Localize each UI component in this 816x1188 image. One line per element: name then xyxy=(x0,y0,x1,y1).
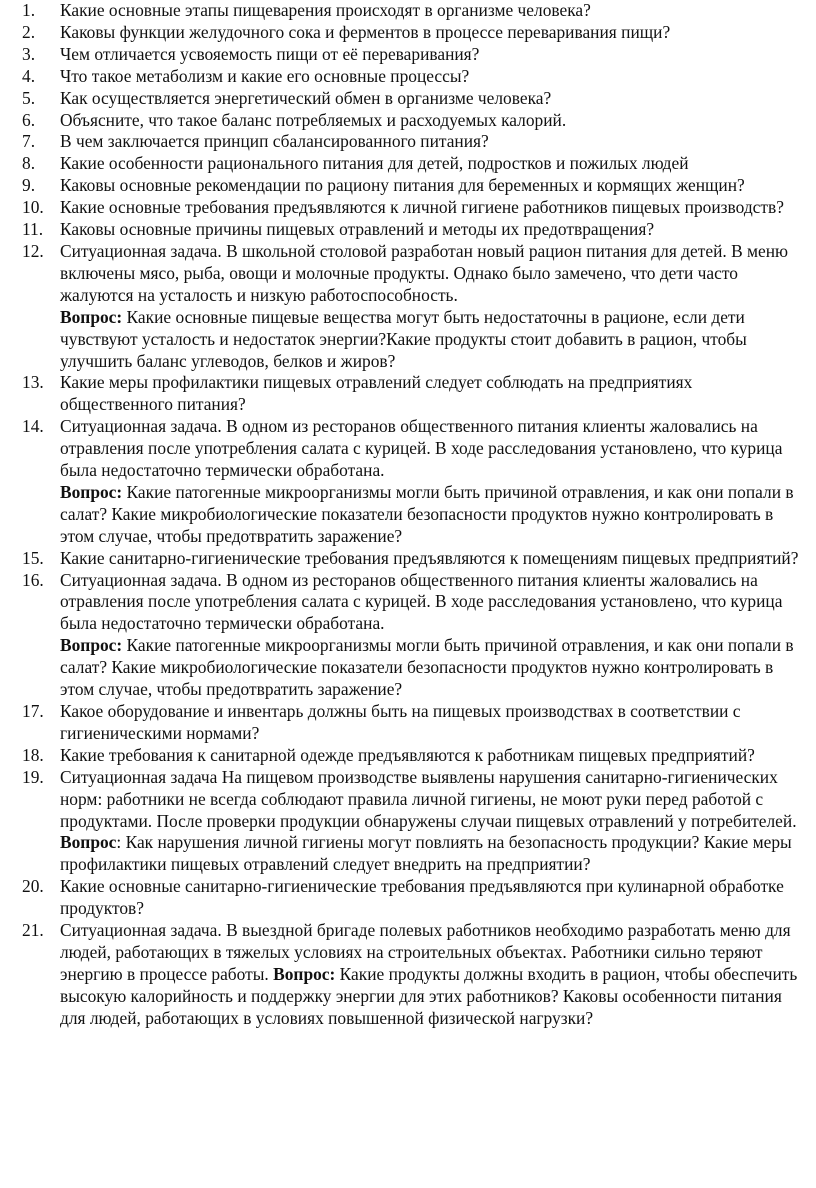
item-number: 17. xyxy=(22,701,44,721)
item-number: 3. xyxy=(22,43,36,64)
question-text: Какие продукты должны входить в рацион, чтобы обеспечить высокую калорийность и поддержку энергии для этих работников? Каковы особенности питания для людей, работающих в условиях повышенной физической нагрузки? xyxy=(60,963,798,1028)
question-label: Вопрос: xyxy=(273,963,336,984)
item-text: Какое оборудование и инвентарь должны быть на пищевых производствах в соответствии с гигиеническими нормами? xyxy=(60,701,741,743)
list-item xyxy=(22,372,806,416)
item-text: Какие основные требования предъявляются к личной гигиене работников пищевых производств? xyxy=(60,197,784,218)
list-item xyxy=(22,570,806,701)
list-item xyxy=(22,876,806,920)
item-text: Ситуационная задача. В школьной столовой разработан новый рацион питания для детей. В меню включены мясо, рыба, овощи и молочные продукты. Однако было замечено, что дети часто жалуются на усталость и низкую работоспособность. xyxy=(60,240,789,305)
item-combined xyxy=(60,920,806,1030)
question-label: Вопрос: xyxy=(60,306,123,327)
item-number: 7. xyxy=(22,131,36,152)
item-text: Какие основные санитарно-гигиенические требования предъявляются при кулинарной обработке продуктов? xyxy=(60,876,784,919)
question-label: Вопрос: xyxy=(60,481,123,502)
item-number: 10. xyxy=(22,197,44,218)
item-text: Чем отличается усвояемость пищи от её переваривания? xyxy=(60,43,480,64)
list-item xyxy=(22,219,806,241)
item-number: 21. xyxy=(22,920,44,941)
item-number: 8. xyxy=(22,153,36,174)
list-item xyxy=(22,131,806,153)
list-item xyxy=(22,66,806,88)
item-text: Ситуационная задача На пищевом производстве выявлены нарушения санитарно-гигиенических норм: работники не всегда соблюдают правила личной гигиены, не моют руки перед работой с продуктами. После проверки продукции обнаружены случаи пищевых отравлений у потребителей. xyxy=(60,766,797,831)
item-text: Какие требования к санитарной одежде предъявляются к работникам пищевых предприятий? xyxy=(60,744,755,765)
item-text: Какие меры профилактики пищевых отравлений следует соблюдать на предприятиях общественного питания? xyxy=(60,372,693,415)
item-number: 20. xyxy=(22,876,44,897)
item-number: 11. xyxy=(22,219,44,240)
item-text: Какие основные этапы пищеварения происходят в организме человека? xyxy=(60,0,591,20)
item-text: Ситуационная задача. В одном из ресторанов общественного питания клиенты жаловались на отравления после употребления салата с курицей. В ходе расследования установлено, что курица была недостаточно термически обработана. xyxy=(60,569,783,634)
item-text: Ситуационная задача. В одном из ресторанов общественного питания клиенты жаловались на отравления после употребления салата с курицей. В ходе расследования установлено, что курица была недостаточно термически обработана. xyxy=(60,416,783,481)
question-label: Вопрос: xyxy=(60,635,123,656)
list-item xyxy=(22,548,806,570)
item-question xyxy=(60,635,806,701)
item-text: Что такое метаболизм и какие его основные процессы? xyxy=(60,65,470,86)
question-text: Какие основные пищевые вещества могут быть недостаточны в рационе, если дети чувствуют усталость и недостаток энергии?Какие продукты стоит добавить в рацион, чтобы улучшить баланс углеводов, белков и жиров? xyxy=(60,306,747,371)
item-number: 6. xyxy=(22,109,36,130)
item-text: Каковы основные рекомендации по рациону питания для беременных и кормящих женщин? xyxy=(60,175,745,196)
item-text: Какие особенности рационального питания для детей, подростков и пожилых людей xyxy=(60,153,689,174)
list-item xyxy=(22,110,806,132)
item-number: 14. xyxy=(22,416,44,437)
list-item xyxy=(22,241,806,372)
list-item xyxy=(22,701,806,745)
item-text: Каковы основные причины пищевых отравлений и методы их предотвращения? xyxy=(60,219,655,240)
question-list xyxy=(22,0,806,1030)
list-item xyxy=(22,44,806,66)
item-text: Каковы функции желудочного сока и ферментов в процессе переваривания пищи? xyxy=(60,21,671,42)
item-number: 16. xyxy=(22,569,44,590)
question-text: : Как нарушения личной гигиены могут повлиять на безопасность продукции? Какие меры профилактики пищевых отравлений следует внедрить на предприятии? xyxy=(60,832,792,875)
item-number: 1. xyxy=(22,0,36,20)
list-item xyxy=(22,416,806,547)
item-question xyxy=(60,482,806,548)
list-item xyxy=(22,920,806,1030)
item-question xyxy=(60,307,806,373)
list-item xyxy=(22,153,806,175)
item-text: В чем заключается принцип сбалансированного питания? xyxy=(60,131,489,152)
list-item xyxy=(22,22,806,44)
item-number: 4. xyxy=(22,65,36,86)
item-number: 12. xyxy=(22,240,44,261)
item-number: 19. xyxy=(22,766,44,787)
item-text: Объясните, что такое баланс потребляемых и расходуемых калорий. xyxy=(60,109,567,130)
item-number: 13. xyxy=(22,372,44,393)
question-text: Какие патогенные микроорганизмы могли быть причиной отравления, и как они попали в салат? Какие микробиологические показатели безопасности продуктов нужно контролировать в этом случае, чтобы предотвратить заражение? xyxy=(60,635,794,700)
item-number: 15. xyxy=(22,547,44,568)
item-number: 5. xyxy=(22,87,36,108)
list-item xyxy=(22,0,806,22)
list-item xyxy=(22,197,806,219)
item-text: Какие санитарно-гигиенические требования предъявляются к помещениям пищевых предприятий? xyxy=(60,547,799,568)
question-text: Какие патогенные микроорганизмы могли быть причиной отравления, и как они попали в салат? Какие микробиологические показатели безопасности продуктов нужно контролировать в этом случае, чтобы предотвратить заражение? xyxy=(60,481,794,546)
question-label: Вопрос xyxy=(60,832,117,853)
list-item xyxy=(22,745,806,767)
item-number: 9. xyxy=(22,175,36,196)
item-text: Ситуационная задача. В выездной бригаде полевых работников необходимо разработать меню для людей, работающих в тяжелых условиях на строительных объектах. Работники сильно теряют энергию в процессе работы. xyxy=(60,920,791,984)
list-item xyxy=(22,175,806,197)
list-item xyxy=(22,88,806,110)
list-item xyxy=(22,767,806,877)
item-text: Как осуществляется энергетический обмен в организме человека? xyxy=(60,87,552,108)
item-number: 2. xyxy=(22,21,36,42)
item-number: 18. xyxy=(22,744,44,765)
item-combined xyxy=(60,767,806,877)
